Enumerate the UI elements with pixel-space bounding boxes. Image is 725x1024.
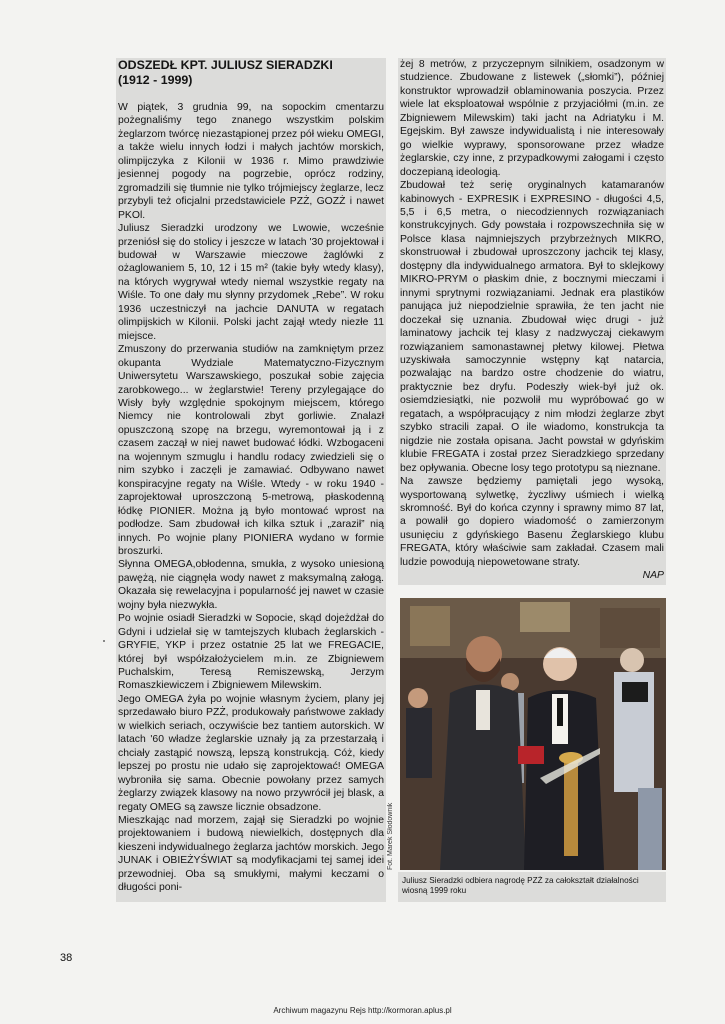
- paragraph: Juliusz Sieradzki urodzony we Lwowie, wcześnie przeniósł się do stolicy i jeszcze w latach '30 projektował i budował w Warszawie mieczowe żaglówki z ożaglowaniem 5, 10, 12 i 15 m² (takie były wtedy klasy), na których wygrywał wtedy niemal wszystkie regaty na Wiśle. To one dały mu słynny przydomek „Rebe”. W roku 1936 uczestniczył na jachcie DANUTA w regatach olimpijskich w Kilonii. Polski jacht zajął wtedy niezłe 11 miejsce.: [118, 223, 384, 342]
- author-signature: NAP: [642, 570, 664, 582]
- award-photo: [400, 598, 666, 870]
- paragraph: Zmuszony do przerwania studiów na zamkniętym przez okupanta Wydziale Matematyczno-Fizycznym Uniwersytetu Warszawskiego, poszukał sobie zajęcia zarobkowego... w żeglarstwie! Tereny przylegające do Wisły były względnie spokojnym miejscem, którego Niemcy nie kontrolowali zbyt gorliwie. Znalazł opuszczoną szopę na brzegu, wyremontował ją i z czasem zaczął w niej nawet budować łódki. Wzbogaceni na wojennym szmuglu i handlu rodacy zwiedzieli się o nim szybko i zaczęli je zamawiać. Odbywano nawet konspiracyjne regaty na Wiśle. Wtedy - w roku 1940 - zaprojektował uproszczoną 5-metrową, płaskodenną łódkę PIONIER. Można ją było montować wprost na podłodze. Sam zbudował ich kilka sztuk i „zaraził” nią innych. Po wojnie plany PIONIERA wydano w formie broszurki.: [118, 344, 384, 557]
- photo-credit: Fot. Marek Słodownik: [387, 802, 394, 870]
- page-number: 38: [60, 952, 73, 964]
- article-title: [118, 58, 384, 88]
- title-line-2: (1912 - 1999): [118, 73, 193, 87]
- paragraph: Na zawsze będziemy pamiętali jego wysoką, wysportowaną sylwetkę, życzliwy uśmiech i wielką skromność. Był do końca czynny i sprawny mimo 87 lat, a powalił go dopiero wiadomość o zamierzonym usunięciu z gdyńskiego Basenu Żeglarskiego klubu FREGATA, który właściwie sam zakładał. Czasem mali ludzie powodują niepowetowane straty.: [400, 476, 664, 568]
- article-left-column: [116, 58, 386, 902]
- scan-speck: [103, 640, 105, 642]
- paragraph: Słynna OMEGA,obłodenna, smukła, z wysoko uniesioną pawężą, nie ciągnęła wody nawet z maksymalną załogą. Okazała się rewelacyjna i popularność jej nawet w czasie wojny była niezwykła.: [118, 559, 384, 611]
- paragraph: W piątek, 3 grudnia 99, na sopockim cmentarzu pożegnaliśmy tego znanego wszystkim polskim żeglarzom twórcę niezastąpionej przez pół wieku OMEGI, a także wielu innych łodzi i małych jachtów morskich, olimpijczyka z Kilonii w 1936 r. Mimo prawdziwie jesiennej pogody na pogrzebie, oprócz rodziny, zgromadzili się tłumnie nie tylko trójmiejscy żeglarze, lecz przybyli też oficjalni przedstawiciele PZŻ, GOZŻ i nawet PKOl.: [118, 102, 384, 221]
- paragraph: Zbudował też serię oryginalnych katamaranów kabinowych - EXPRESIK i EXPRESINO - długości 4,5, 5,5 i 6,5 metra, o niecodziennych rozwiązaniach konstrukcyjnych. Gdy powstała i rozpowszechniła się w Polsce klasa najmniejszych przybrzeżnych MIKRO, skonstruował i zbudował uproszczony jachcik tej klasy, dostępny dla indywidualnego armatora. Był to sklejkowy MIKRO-PRYM o płaskim dnie, z bocznymi mieczami i innymi sprytnymi rozwiązaniami. Jednak era plastików panująca już niepodzielnie sprawiła, że ten jacht nie doczekał się uznania. Zbudował więc drugi - już laminatowy jachcik tej klasy z nadzwyczaj ciekawym rozwiązaniem samonastawnej płetwy kilowej. Płetwa uzyskiwała samoczynnie wstępny kąt natarcia, pozwalając na bardzo ostre chodzenie do wiatru, praktycznie bez dryfu. Podeszły wiek-był już ok. osiemdziesiątki, nie pozwolił mu wypróbować go w regatach, a współpracujący z nim młodzi żeglarze zbyt szybko stracili zapał. O ile wiadomo, konstrukcja ta nigdzie nie została opisana. Jacht powstał w gdyńskim klubie FREGATA i został przez Sieradzkiego sprzedany bez opływania. Obecne losy tego prototypu są nieznane.: [400, 180, 664, 474]
- archive-footer: Archiwum magazynu Rejs http://kormoran.aplus.pl: [273, 1006, 452, 1015]
- photo-caption: Juliusz Sieradzki odbiera nagrodę PZŻ za całokształt działalności wiosną 1999 roku: [398, 872, 666, 902]
- paragraph: Jego OMEGA żyła po wojnie własnym życiem, plany jej sprzedawało biuro PZŻ, produkowały państwowe zakłady w wielkich seriach, oczywiście bez tantiem autorskich. W latach '60 władze żeglarskie uznały ją za przestarzałą i chciały zastąpić nowszą, lepszą konstrukcją. Cóż, kiedy lepszej po prostu nie udało się zaprojektować! OMEGA wybroniła się sama. Obecnie powołany przez samych żeglarzy związek klasowy na nowo przywrócił jej blask, a regaty OMEG są zawsze licznie obsadzone.: [118, 693, 384, 813]
- title-line-1: ODSZEDŁ KPT. JULIUSZ SIERADZKI: [118, 58, 333, 72]
- paragraph: Mieszkając nad morzem, zajął się Sieradzki po wojnie projektowaniem i budową niewielkich, dostępnych dla kieszeni indywidualnego żeglarza jachtów morskich. Jego JUNAK i OBIEŻYŚWIAT są modyfikacjami tej samej idei przewodniej. Oba są smukłymi, małymi keczami o długości poni-: [118, 815, 384, 894]
- paragraph: żej 8 metrów, z przyczepnym silnikiem, osadzonym w studzience. Zbudowane z listewek („słomki”), później konstruktor wprowadził oblaminowania poszycia. Przez wiele lat eksploatował wspólnie z przyjaciółmi (m.in. ze Zbigniewem Milewskim) taki jacht na Adriatyku i M. Egejskim. Był zawsze indywidualistą i nie interesowały go wielkie wyprawy, sponsorowane przez władze żeglarskie, czy inne, z przypadkowymi załogami i często doczepianą ideologią.: [400, 59, 664, 178]
- award-photo-illustration: [400, 598, 666, 870]
- paragraph: Po wojnie osiadł Sieradzki w Sopocie, skąd dojeżdżał do Gdyni i udzielał się w tamtejszych klubach żeglarskich - GRYFIE, YKP i przez ostatnie 25 lat we FREGACIE, której był współzałożycielem m.in. ze Zbigniewem Puchalskim, Teresą Remiszewską, Jerzym Romaszkiewiczem i Zbigniewem Milewskim.: [118, 613, 384, 692]
- article-right-column: [398, 58, 666, 585]
